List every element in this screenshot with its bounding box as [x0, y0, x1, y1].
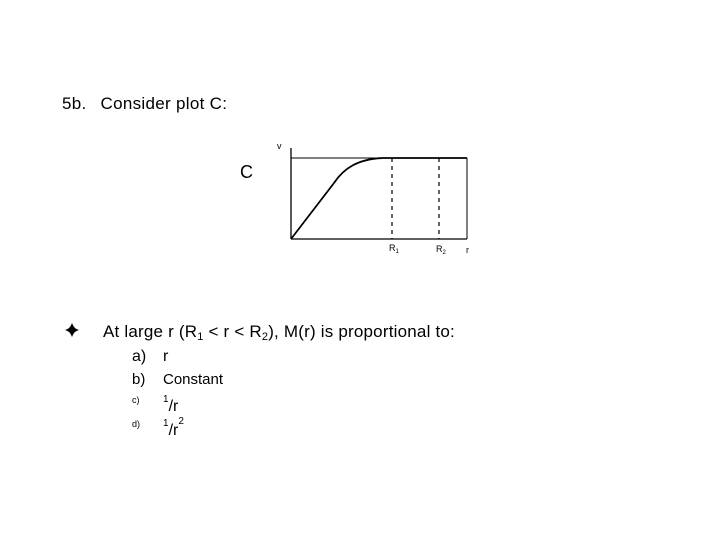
option-label: a)	[132, 348, 147, 365]
option-c	[132, 394, 179, 415]
option-label: d)	[132, 419, 141, 429]
fraction-slash: /	[168, 422, 174, 439]
velocity-curve	[291, 158, 467, 239]
r2-label: $R_2$	[436, 244, 446, 256]
option-b	[132, 371, 223, 388]
option-text: r	[163, 348, 169, 365]
fraction-slash: /	[168, 398, 174, 415]
rotation-curve-plot	[270, 138, 480, 262]
y-axis-label: v	[277, 141, 282, 151]
question-heading	[62, 94, 227, 114]
option-label: b)	[132, 371, 146, 388]
question-text: At large r $(R_1 < r < R_2)$, M(r) is proportional to:	[103, 322, 455, 343]
fraction-numerator: 1	[163, 394, 169, 405]
r1-label: $R_1$	[389, 243, 399, 255]
plot-letter: C	[240, 162, 253, 182]
option-label: c)	[132, 395, 140, 405]
question-prompt: Consider plot C:	[100, 94, 228, 113]
fraction-numerator: 1	[163, 418, 169, 429]
fraction-denominator: r	[173, 422, 179, 439]
fraction-exponent: 2	[178, 416, 184, 427]
option-a	[132, 348, 168, 366]
option-d	[132, 416, 184, 439]
question-number: 5b.	[62, 94, 87, 113]
fraction-denominator: r	[173, 398, 179, 415]
option-text: Constant	[163, 371, 224, 388]
diamond-bullet-icon	[64, 322, 80, 338]
x-axis-label: r	[466, 245, 469, 255]
